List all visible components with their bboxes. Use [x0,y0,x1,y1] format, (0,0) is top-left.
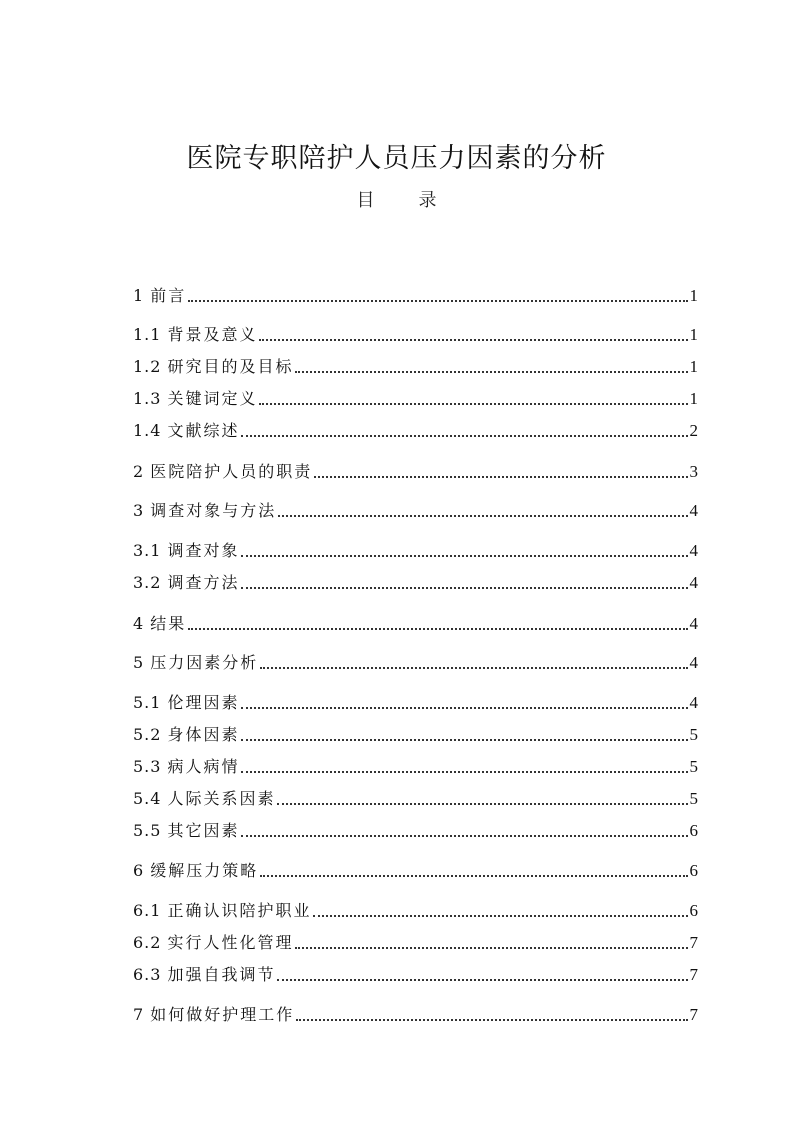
toc-entry-label: 身体因素 [167,725,240,744]
toc-entry-page: 3 [689,462,698,481]
toc-dot-leader [188,628,687,630]
toc-heading: 目录 [356,190,481,211]
toc-entry-label: 调查对象 [167,541,240,560]
toc-entry-label: 文献综述 [167,421,240,440]
toc-dot-leader [259,339,687,341]
toc-entry-page: 7 [689,1005,698,1024]
toc-entry-label: 正确认识陪护职业 [167,901,312,920]
toc-entry-page: 1 [689,357,698,376]
toc-entry-page: 6 [689,821,698,840]
toc-entry-page: 4 [689,693,698,712]
toc-entry-number: 3.2 [133,573,162,592]
toc-entry[interactable] [133,571,698,593]
toc-entry-label: 加强自我调节 [167,965,276,984]
document-title: 医院专职陪护人员压力因素的分析 [186,143,607,174]
toc-entry-page: 1 [689,325,698,344]
toc-entry[interactable] [133,963,698,985]
toc-entry[interactable] [133,460,698,482]
toc-dot-leader [260,875,687,877]
toc-entry-number: 5.5 [133,821,162,840]
toc-entry-number: 3 [133,501,145,520]
toc-dot-leader [277,979,687,981]
toc-dot-leader [259,403,687,405]
toc-entry-number: 4 [133,614,145,633]
toc-entry-label: 人际关系因素 [167,789,276,808]
toc-entry[interactable] [133,691,698,713]
toc-dot-leader [241,835,687,837]
toc-dot-leader [296,1019,687,1021]
toc-entry-label: 缓解压力策略 [150,861,259,880]
toc-entry[interactable] [133,387,698,409]
toc-entry-label: 压力因素分析 [150,653,259,672]
toc-entry-number: 5.4 [133,789,162,808]
toc-entry[interactable] [133,819,698,841]
toc-entry-number: 3.1 [133,541,162,560]
toc-entry-label: 研究目的及目标 [167,357,294,376]
toc-entry-label: 前言 [150,286,187,305]
toc-dot-leader [295,371,687,373]
toc-dot-leader [188,300,687,302]
toc-dot-leader [241,587,687,589]
toc-entry-page: 2 [689,421,698,440]
toc-dot-leader [278,515,687,517]
toc-entry-label: 调查方法 [167,573,240,592]
toc-entry-number: 6.3 [133,965,162,984]
toc-entry-number: 2 [133,462,145,481]
toc-entry-page: 6 [689,901,698,920]
toc-entry[interactable] [133,1003,698,1025]
toc-entry-label: 医院陪护人员的职责 [150,462,313,481]
toc-dot-leader [241,555,687,557]
toc-dot-leader [260,667,687,669]
toc-entry[interactable] [133,323,698,345]
toc-entry-page: 6 [689,861,698,880]
toc-entry-number: 5.2 [133,725,162,744]
toc-entry[interactable] [133,899,698,921]
toc-entry-label: 背景及意义 [167,325,258,344]
toc-entry[interactable] [133,284,698,306]
toc-entry-label: 病人病情 [167,757,240,776]
toc-dot-leader [295,947,687,949]
toc-entry-page: 4 [689,541,698,560]
toc-entry-page: 7 [689,933,698,952]
toc-dot-leader [314,476,687,478]
toc-entry[interactable] [133,355,698,377]
toc-entry[interactable] [133,419,698,441]
toc-entry-number: 5.3 [133,757,162,776]
toc-entry-number: 5 [133,653,145,672]
toc-entry[interactable] [133,499,698,521]
toc-entry-number: 1.1 [133,325,162,344]
toc-entry-page: 1 [689,389,698,408]
toc-entry-number: 1.4 [133,421,162,440]
toc-entry-page: 4 [689,614,698,633]
toc-entry[interactable] [133,723,698,745]
toc-entry-label: 实行人性化管理 [167,933,294,952]
toc-entry-page: 7 [689,965,698,984]
toc-entry-page: 4 [689,573,698,592]
toc-dot-leader [241,739,687,741]
toc-entry-page: 4 [689,653,698,672]
toc-entry-label: 调查对象与方法 [150,501,277,520]
toc-entry[interactable] [133,651,698,673]
toc-dot-leader [241,435,687,437]
toc-entry-page: 5 [689,725,698,744]
toc-entry-number: 6.2 [133,933,162,952]
toc-entry[interactable] [133,539,698,561]
toc-dot-leader [241,707,687,709]
toc-entry-number: 1 [133,286,145,305]
toc-entry-page: 5 [689,757,698,776]
toc-entry-number: 5.1 [133,693,162,712]
toc-entry[interactable] [133,612,698,634]
toc-entry-number: 7 [133,1005,145,1024]
toc-entry-label: 如何做好护理工作 [150,1005,295,1024]
toc-entry-number: 1.3 [133,389,162,408]
toc-entry[interactable] [133,787,698,809]
toc-entry[interactable] [133,931,698,953]
toc-entry-number: 1.2 [133,357,162,376]
toc-entry-label: 其它因素 [167,821,240,840]
toc-entry-page: 1 [689,286,698,305]
toc-entry-label: 结果 [150,614,187,633]
toc-entry-page: 4 [689,501,698,520]
toc-dot-leader [241,771,687,773]
toc-entry-number: 6 [133,861,145,880]
toc-entry[interactable] [133,755,698,777]
toc-entry-number: 6.1 [133,901,162,920]
toc-entry-page: 5 [689,789,698,808]
toc-dot-leader [277,803,687,805]
toc-dot-leader [313,915,687,917]
toc-entry-label: 伦理因素 [167,693,240,712]
toc-entry-label: 关键词定义 [167,389,258,408]
toc-entry[interactable] [133,859,698,881]
